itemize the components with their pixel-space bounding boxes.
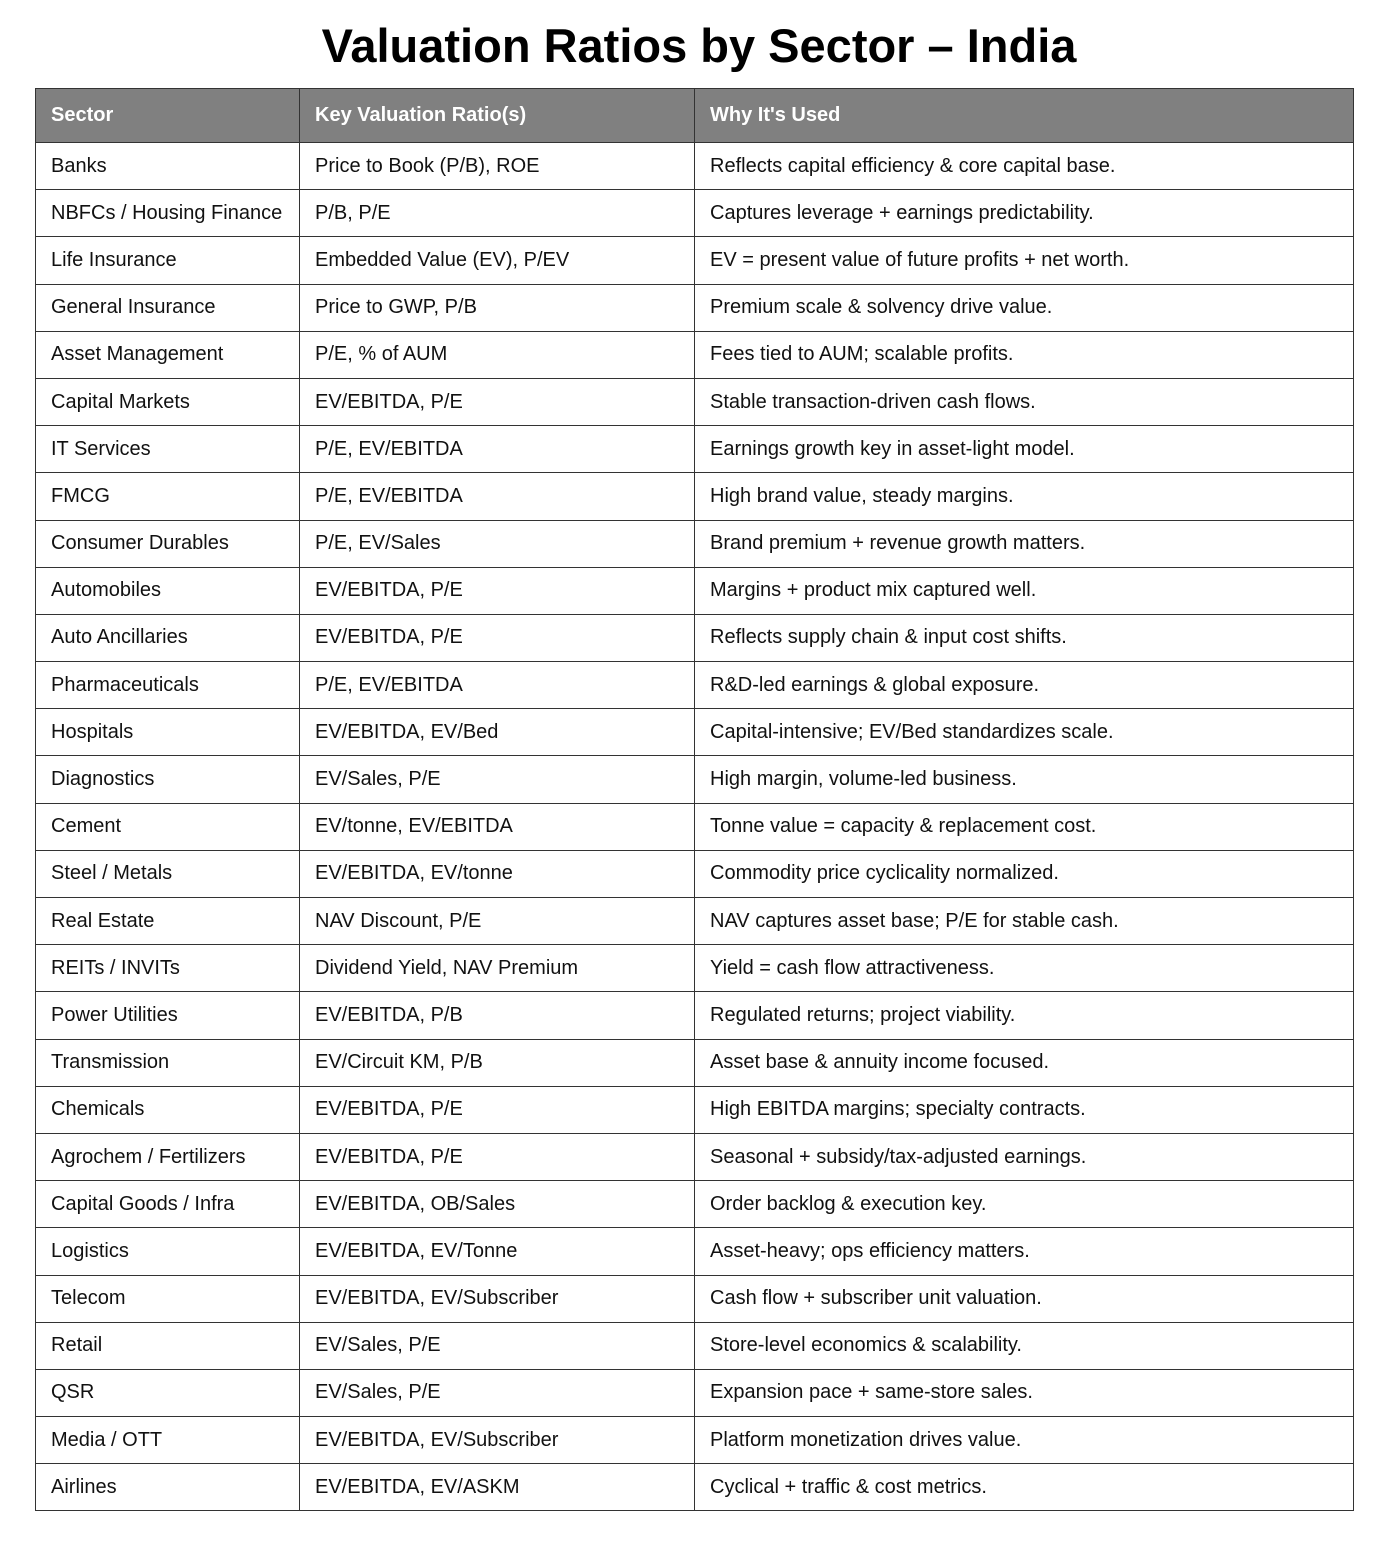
cell-key-ratios: EV/EBITDA, P/E <box>300 1133 695 1180</box>
cell-key-ratios: Price to GWP, P/B <box>300 284 695 331</box>
cell-why-used: NAV captures asset base; P/E for stable cash. <box>695 898 1354 945</box>
cell-why-used: Reflects capital efficiency & core capital base. <box>695 143 1354 190</box>
valuation-ratios-table <box>35 88 1354 1511</box>
cell-key-ratios: EV/EBITDA, OB/Sales <box>300 1181 695 1228</box>
cell-why-used: Cash flow + subscriber unit valuation. <box>695 1275 1354 1322</box>
cell-sector: Real Estate <box>36 898 300 945</box>
cell-key-ratios: EV/EBITDA, P/B <box>300 992 695 1039</box>
cell-why-used: Cyclical + traffic & cost metrics. <box>695 1464 1354 1511</box>
cell-why-used: Commodity price cyclicality normalized. <box>695 850 1354 897</box>
table-row <box>36 237 1354 284</box>
cell-sector: Asset Management <box>36 331 300 378</box>
cell-sector: General Insurance <box>36 284 300 331</box>
table-row <box>36 426 1354 473</box>
cell-why-used: Asset base & annuity income focused. <box>695 1039 1354 1086</box>
table-row <box>36 143 1354 190</box>
cell-key-ratios: EV/EBITDA, EV/Bed <box>300 709 695 756</box>
cell-sector: NBFCs / Housing Finance <box>36 190 300 237</box>
cell-key-ratios: P/E, EV/EBITDA <box>300 426 695 473</box>
table-row <box>36 662 1354 709</box>
table-body <box>36 143 1354 1511</box>
cell-key-ratios: P/E, EV/EBITDA <box>300 662 695 709</box>
cell-sector: IT Services <box>36 426 300 473</box>
table-row <box>36 992 1354 1039</box>
cell-sector: Capital Goods / Infra <box>36 1181 300 1228</box>
table-row <box>36 756 1354 803</box>
cell-why-used: Yield = cash flow attractiveness. <box>695 945 1354 992</box>
table-row <box>36 378 1354 425</box>
table-row <box>36 1181 1354 1228</box>
cell-why-used: Platform monetization drives value. <box>695 1417 1354 1464</box>
table-row <box>36 803 1354 850</box>
cell-sector: Consumer Durables <box>36 520 300 567</box>
cell-sector: Steel / Metals <box>36 850 300 897</box>
cell-why-used: Regulated returns; project viability. <box>695 992 1354 1039</box>
cell-sector: Capital Markets <box>36 378 300 425</box>
cell-why-used: High brand value, steady margins. <box>695 473 1354 520</box>
table-row <box>36 614 1354 661</box>
cell-sector: REITs / INVITs <box>36 945 300 992</box>
table-row <box>36 1275 1354 1322</box>
table-row <box>36 709 1354 756</box>
cell-sector: Agrochem / Fertilizers <box>36 1133 300 1180</box>
cell-key-ratios: EV/EBITDA, EV/tonne <box>300 850 695 897</box>
cell-why-used: Stable transaction-driven cash flows. <box>695 378 1354 425</box>
cell-why-used: Margins + product mix captured well. <box>695 567 1354 614</box>
cell-why-used: Expansion pace + same-store sales. <box>695 1369 1354 1416</box>
table-row <box>36 1322 1354 1369</box>
cell-why-used: Fees tied to AUM; scalable profits. <box>695 331 1354 378</box>
cell-why-used: Capital-intensive; EV/Bed standardizes scale. <box>695 709 1354 756</box>
cell-sector: Life Insurance <box>36 237 300 284</box>
cell-why-used: Asset-heavy; ops efficiency matters. <box>695 1228 1354 1275</box>
cell-key-ratios: EV/EBITDA, EV/Subscriber <box>300 1417 695 1464</box>
cell-sector: Auto Ancillaries <box>36 614 300 661</box>
cell-sector: Chemicals <box>36 1086 300 1133</box>
table-header-row <box>36 89 1354 143</box>
cell-why-used: R&D-led earnings & global exposure. <box>695 662 1354 709</box>
cell-key-ratios: EV/tonne, EV/EBITDA <box>300 803 695 850</box>
table-row <box>36 331 1354 378</box>
cell-key-ratios: EV/EBITDA, P/E <box>300 1086 695 1133</box>
cell-sector: Transmission <box>36 1039 300 1086</box>
cell-why-used: High EBITDA margins; specialty contracts. <box>695 1086 1354 1133</box>
cell-key-ratios: P/B, P/E <box>300 190 695 237</box>
cell-sector: Power Utilities <box>36 992 300 1039</box>
cell-sector: Telecom <box>36 1275 300 1322</box>
cell-why-used: Seasonal + subsidy/tax-adjusted earnings. <box>695 1133 1354 1180</box>
page-title: Valuation Ratios by Sector – India <box>321 19 1077 72</box>
table-row <box>36 1086 1354 1133</box>
table-row <box>36 898 1354 945</box>
cell-key-ratios: EV/Sales, P/E <box>300 756 695 803</box>
cell-key-ratios: EV/EBITDA, EV/ASKM <box>300 1464 695 1511</box>
table-row <box>36 473 1354 520</box>
cell-key-ratios: EV/EBITDA, EV/Tonne <box>300 1228 695 1275</box>
table-row <box>36 1133 1354 1180</box>
cell-sector: Pharmaceuticals <box>36 662 300 709</box>
cell-sector: Media / OTT <box>36 1417 300 1464</box>
cell-key-ratios: P/E, % of AUM <box>300 331 695 378</box>
cell-key-ratios: P/E, EV/EBITDA <box>300 473 695 520</box>
cell-why-used: EV = present value of future profits + net worth. <box>695 237 1354 284</box>
cell-why-used: Earnings growth key in asset-light model. <box>695 426 1354 473</box>
cell-key-ratios: EV/Circuit KM, P/B <box>300 1039 695 1086</box>
cell-sector: Airlines <box>36 1464 300 1511</box>
cell-key-ratios: Price to Book (P/B), ROE <box>300 143 695 190</box>
column-header-key-ratios: Key Valuation Ratio(s) <box>300 89 695 143</box>
table-row <box>36 567 1354 614</box>
table-row <box>36 1369 1354 1416</box>
cell-key-ratios: NAV Discount, P/E <box>300 898 695 945</box>
cell-why-used: Reflects supply chain & input cost shifts. <box>695 614 1354 661</box>
cell-key-ratios: EV/Sales, P/E <box>300 1369 695 1416</box>
cell-why-used: Brand premium + revenue growth matters. <box>695 520 1354 567</box>
cell-key-ratios: EV/EBITDA, P/E <box>300 614 695 661</box>
table-row <box>36 284 1354 331</box>
cell-why-used: High margin, volume-led business. <box>695 756 1354 803</box>
cell-sector: Cement <box>36 803 300 850</box>
cell-key-ratios: P/E, EV/Sales <box>300 520 695 567</box>
column-header-why-used: Why It's Used <box>695 89 1354 143</box>
cell-key-ratios: EV/EBITDA, P/E <box>300 567 695 614</box>
cell-why-used: Tonne value = capacity & replacement cost. <box>695 803 1354 850</box>
cell-key-ratios: EV/EBITDA, P/E <box>300 378 695 425</box>
cell-sector: QSR <box>36 1369 300 1416</box>
cell-sector: Automobiles <box>36 567 300 614</box>
cell-why-used: Order backlog & execution key. <box>695 1181 1354 1228</box>
cell-sector: Banks <box>36 143 300 190</box>
cell-sector: FMCG <box>36 473 300 520</box>
cell-key-ratios: EV/EBITDA, EV/Subscriber <box>300 1275 695 1322</box>
cell-key-ratios: Embedded Value (EV), P/EV <box>300 237 695 284</box>
table-row <box>36 520 1354 567</box>
table-row <box>36 1228 1354 1275</box>
column-header-sector: Sector <box>36 89 300 143</box>
table-row <box>36 1039 1354 1086</box>
cell-why-used: Premium scale & solvency drive value. <box>695 284 1354 331</box>
cell-key-ratios: EV/Sales, P/E <box>300 1322 695 1369</box>
table-row <box>36 1464 1354 1511</box>
cell-why-used: Captures leverage + earnings predictability. <box>695 190 1354 237</box>
table-row <box>36 850 1354 897</box>
cell-sector: Diagnostics <box>36 756 300 803</box>
cell-sector: Hospitals <box>36 709 300 756</box>
cell-key-ratios: Dividend Yield, NAV Premium <box>300 945 695 992</box>
table-row <box>36 1417 1354 1464</box>
cell-why-used: Store-level economics & scalability. <box>695 1322 1354 1369</box>
cell-sector: Logistics <box>36 1228 300 1275</box>
cell-sector: Retail <box>36 1322 300 1369</box>
table-row <box>36 945 1354 992</box>
table-row <box>36 190 1354 237</box>
